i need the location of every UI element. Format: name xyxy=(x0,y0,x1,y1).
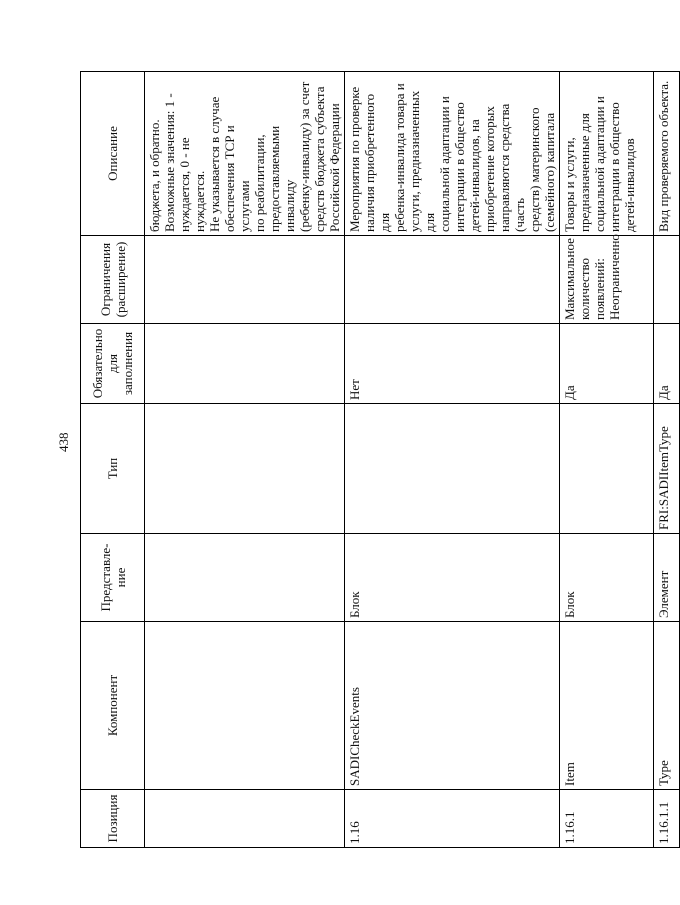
cell-representation xyxy=(145,534,345,622)
header-type: Тип xyxy=(81,404,145,534)
page-number: 438 xyxy=(56,432,71,452)
cell-component xyxy=(145,622,345,790)
header-component: Компонент xyxy=(81,622,145,790)
cell-component: SADICheckEvents xyxy=(345,622,560,790)
cell-mandatory: Да xyxy=(654,324,680,404)
cell-position: 1.16.1.1 xyxy=(654,790,680,848)
cell-position xyxy=(145,790,345,848)
cell-type: FRI:SADIItemType xyxy=(654,404,680,534)
cell-position: 1.16 xyxy=(345,790,560,848)
document-table-rotated xyxy=(80,72,671,848)
cell-mandatory: Да xyxy=(560,324,654,404)
cell-representation: Блок xyxy=(345,534,560,622)
cell-restriction xyxy=(654,236,680,324)
cell-restriction xyxy=(345,236,560,324)
cell-restriction: Максимальное количество появлений: Неограниченно xyxy=(560,236,654,324)
header-restriction: Ограничения (расширение) xyxy=(81,236,145,324)
table-row xyxy=(345,72,560,848)
cell-restriction xyxy=(145,236,345,324)
header-description: Описание xyxy=(81,72,145,236)
specification-table xyxy=(80,71,680,848)
table-row xyxy=(560,72,654,848)
cell-mandatory: Нет xyxy=(345,324,560,404)
header-representation: Представле- ние xyxy=(81,534,145,622)
cell-type xyxy=(145,404,345,534)
cell-position: 1.16.1 xyxy=(560,790,654,848)
table-header-row xyxy=(81,72,145,848)
cell-description: Товары и услуги, предназначенные для социальной адаптации и интеграции в общество детей-инвалидов xyxy=(560,72,654,236)
cell-component: Type xyxy=(654,622,680,790)
cell-description: Мероприятия по проверке наличия приобретенного для ребенка-инвалида товара и услуги, предназначенных для социальной адаптации и интеграции в общество детей-инвалидов, на приобретение которых направляются средства (часть средств) материнского (семейного) капитала xyxy=(345,72,560,236)
header-mandatory: Обязательно для заполнения xyxy=(81,324,145,404)
cell-type xyxy=(560,404,654,534)
cell-mandatory xyxy=(145,324,345,404)
cell-representation: Элемент xyxy=(654,534,680,622)
cell-representation: Блок xyxy=(560,534,654,622)
cell-component: Item xyxy=(560,622,654,790)
cell-description: бюджета, и обратно. Возможные значения: 1 - нуждается, 0 - не нуждается. Не указывается в случае обеспечения ТСР и услугами по реабилитации, предоставляемыми инвалиду (ребенку-инвалиду) за счет средств бюджета субъекта Российской Федерации xyxy=(145,72,345,236)
cell-type xyxy=(345,404,560,534)
cell-description: Вид проверяемого объекта. xyxy=(654,72,680,236)
header-position: Позиция xyxy=(81,790,145,848)
table-row xyxy=(145,72,345,848)
table-row xyxy=(654,72,680,848)
